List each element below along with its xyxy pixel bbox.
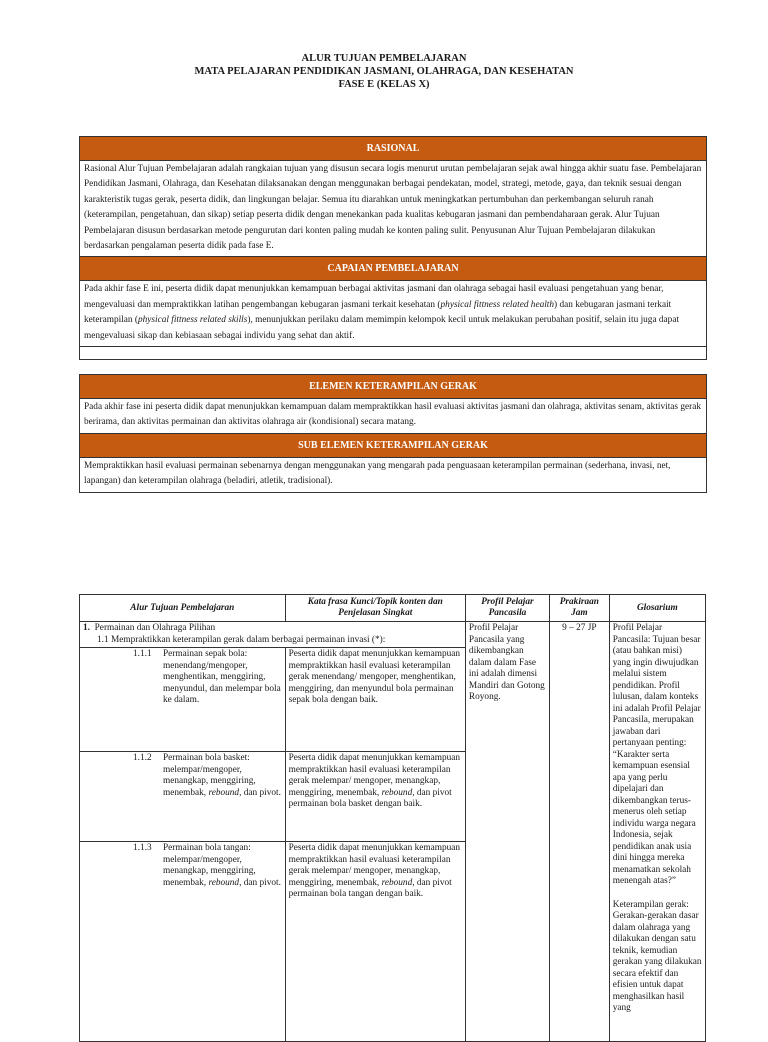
document-title bbox=[0, 52, 768, 91]
row-kata-text-end: dan pivot permainan bola basket dengan baik. bbox=[288, 787, 452, 809]
header-glosarium: Glosarium bbox=[609, 595, 705, 622]
capaian-text-3: ), menunjukkan perilaku dalam memimpin kelompok kecil untuk melakukan perubahan positif, selain itu juga dapat mengevaluasi sikap dan kebiasaan sebagai individu yang sehat dan aktif. bbox=[84, 315, 680, 341]
row-1-1-3-atp bbox=[80, 842, 286, 1042]
capaian-term-skills: physical fittness related skills bbox=[137, 315, 248, 326]
row-number: 1.1.3 bbox=[133, 843, 152, 853]
header-jam: Prakiraan Jam bbox=[549, 595, 609, 622]
row-kata-term: rebound, bbox=[381, 877, 415, 888]
row-1-1-2-kata bbox=[285, 752, 465, 842]
row-atp-term: rebound, bbox=[208, 787, 242, 798]
capaian-term-health: physical fittness related health bbox=[440, 299, 555, 310]
row-atp-text-end: dan pivot. bbox=[241, 787, 281, 798]
row-atp-text: Permainan bola tangan: melempar/mengoper, menangkap, menggiring, menembak, bbox=[163, 843, 256, 888]
row-atp-text: Permainan bola basket: melempar/mengoper, menangkap, menggiring, menembak, bbox=[163, 753, 256, 798]
jam-cell: 9 – 27 JP bbox=[549, 622, 609, 1042]
item-1-number: 1. bbox=[83, 623, 90, 633]
elemen-body: Pada akhir fase ini peserta didik dapat menunjukkan kemampuan dalam mempraktikkan hasil evaluasi aktivitas jasmani dan olahraga, aktivitas senam, aktivitas gerak berirama, dan aktivitas permainan dan aktivitas olahraga air (kondisional) secara matang. bbox=[80, 399, 706, 434]
capaian-text-2: ) dan kebugaran jasmani terkait keterampilan ( bbox=[84, 299, 672, 326]
item-1-title: Permainan dan Olahraga Pilihan bbox=[94, 623, 216, 633]
item-1-cell bbox=[80, 622, 466, 648]
subelemen-header: SUB ELEMEN KETERAMPILAN GERAK bbox=[80, 434, 706, 458]
profil-cell: Profil Pelajar Pancasila yang dikembangkan dalam dalam Fase ini adalah dimensi Mandiri dan Gotong Royong. bbox=[465, 622, 549, 1042]
row-atp-text: Permainan sepak bola: menendang/mengoper, menghentikan, menggiring, menyundul, dan melempar bola ke dalam. bbox=[163, 649, 281, 705]
capaian-body bbox=[80, 281, 706, 347]
rasional-body: Rasional Alur Tujuan Pembelajaran adalah rangkaian tujuan yang disusun secara logis menurut urutan pembelajaran sejak awal hingga akhir suatu fase. Pembelajaran Pendidikan Jasmani, Olahraga, dan Kesehatan dilaksanakan dengan menggunakan berbagai pendekatan, model, strategi, metode, gaya, dan teknik sesuai dengan karakteristik tugas gerak, peserta didik, dan lingkungan belajar. Semua itu diarahkan untuk meningkatkan pertumbuhan dan perkembangan seluruh ranah (keterampilan, pengetahuan, dan sikap) setiap peserta didik dengan menekankan pada kualitas kebugaran jasmani dan pembendaharaan gerak. Alur Tujuan Pembelajaran disusun berdasarkan metode pengurutan dari konten paling mudah ke konten paling sulit. Penyusunan Alur Tujuan Pembelajaran dilakukan berdasarkan pengalaman peserta didik pada fase E. bbox=[80, 161, 706, 257]
row-kata-text: Peserta didik dapat menunjukkan kemampuan mempraktikkan hasil evaluasi keterampilan gerak melempar/ mengoper, menangkap, menggiring, menembak, bbox=[288, 843, 461, 888]
row-number: 1.1.2 bbox=[133, 753, 152, 763]
row-number: 1.1.1 bbox=[133, 649, 152, 659]
header-atp: Alur Tujuan Pembelajaran bbox=[80, 595, 286, 622]
row-atp-text-end: dan pivot. bbox=[241, 877, 281, 888]
row-kata-term: rebound, bbox=[381, 787, 415, 798]
glosarium-cell bbox=[609, 622, 705, 1042]
row-atp-term: rebound, bbox=[208, 877, 242, 888]
title-line-3: FASE E (KELAS X) bbox=[338, 79, 430, 90]
row-1-1-3-kata bbox=[285, 842, 465, 1042]
title-line-2: MATA PELAJARAN PENDIDIKAN JASMANI, OLAHRAGA, DAN KESEHATAN bbox=[194, 66, 574, 77]
table-header-row bbox=[80, 595, 706, 622]
table-row bbox=[80, 622, 706, 648]
elemen-box bbox=[79, 374, 707, 493]
header-kata: Kata frasa Kunci/Topik konten dan Penjelasan Singkat bbox=[285, 595, 465, 622]
header-profil: Profil Pelajar Pancasila bbox=[465, 595, 549, 622]
atp-table bbox=[79, 594, 706, 1042]
elemen-header: ELEMEN KETERAMPILAN GERAK bbox=[80, 375, 706, 399]
row-1-1-1-kata: Peserta didik dapat menunjukkan kemampuan mempraktikkan hasil evaluasi keterampilan gerak menendang/ mengoper, menghentikan, menggiring, dan menyundul bola permainan sepak bola dengan baik. bbox=[285, 648, 465, 752]
row-1-1-1-atp bbox=[80, 648, 286, 752]
capaian-text-1: Pada akhir fase E ini, peserta didik dapat menunjukkan kemampuan berbagai aktivitas jasmani dan olahraga sebagai hasil evaluasi pengetahuan yang benar, mengevaluasi dan mempraktikkan latihan pengembangan kebugaran jasmani terkait kesehatan ( bbox=[84, 284, 664, 310]
rasional-header: RASIONAL bbox=[80, 137, 706, 161]
glosarium-keterampilan: Keterampilan gerak: Gerakan-gerakan dasar dalam olahraga yang dilakukan dengan satu teknik, kemudian gerakan yang dilakukan secara efektif dan efisien untuk dapat menghasilkan hasil yang bbox=[612, 899, 702, 1013]
empty-row bbox=[80, 347, 706, 359]
glosarium-profil: Profil Pelajar Pancasila: Tujuan besar (atau bahkan misi) yang ingin diwujudkan melalui sistem pendidikan. Profil lulusan, dalam konteks ini adalah Profil Pelajar Pancasila, merupakan jawaban dari pertanyaan penting: “Karakter serta kemampuan esensial apa yang perlu dipelajari dan dikembangkan terus-menerus oleh setiap individu warga negara Indonesia, sejak pendidikan anak usia dini hingga mereka menamatkan sekolah menengah atas?” bbox=[612, 623, 701, 886]
row-kata-text: Peserta didik dapat menunjukkan kemampuan mempraktikkan hasil evaluasi keterampilan gerak melempar/ mengoper, menangkap, menggiring, menembak, bbox=[288, 753, 461, 798]
capaian-header: CAPAIAN PEMBELAJARAN bbox=[80, 257, 706, 281]
subelemen-body: Mempraktikkan hasil evaluasi permainan sebenarnya dengan menggunakan yang mengarah pada penguasaan keterampilan permainan (sederhana, invasi, net, lapangan) dan keterampilan olahraga (beladiri, atletik, tradisional). bbox=[84, 460, 671, 487]
rasional-capaian-box bbox=[79, 136, 707, 360]
row-kata-text-end: dan pivot permainan bola tangan dengan baik. bbox=[288, 877, 452, 899]
title-line-1: ALUR TUJUAN PEMBELAJARAN bbox=[301, 53, 467, 64]
sub-1-1: 1.1 Mempraktikkan keterampilan gerak dalam berbagai permainan invasi (*): bbox=[97, 634, 386, 645]
row-1-1-2-atp bbox=[80, 752, 286, 842]
